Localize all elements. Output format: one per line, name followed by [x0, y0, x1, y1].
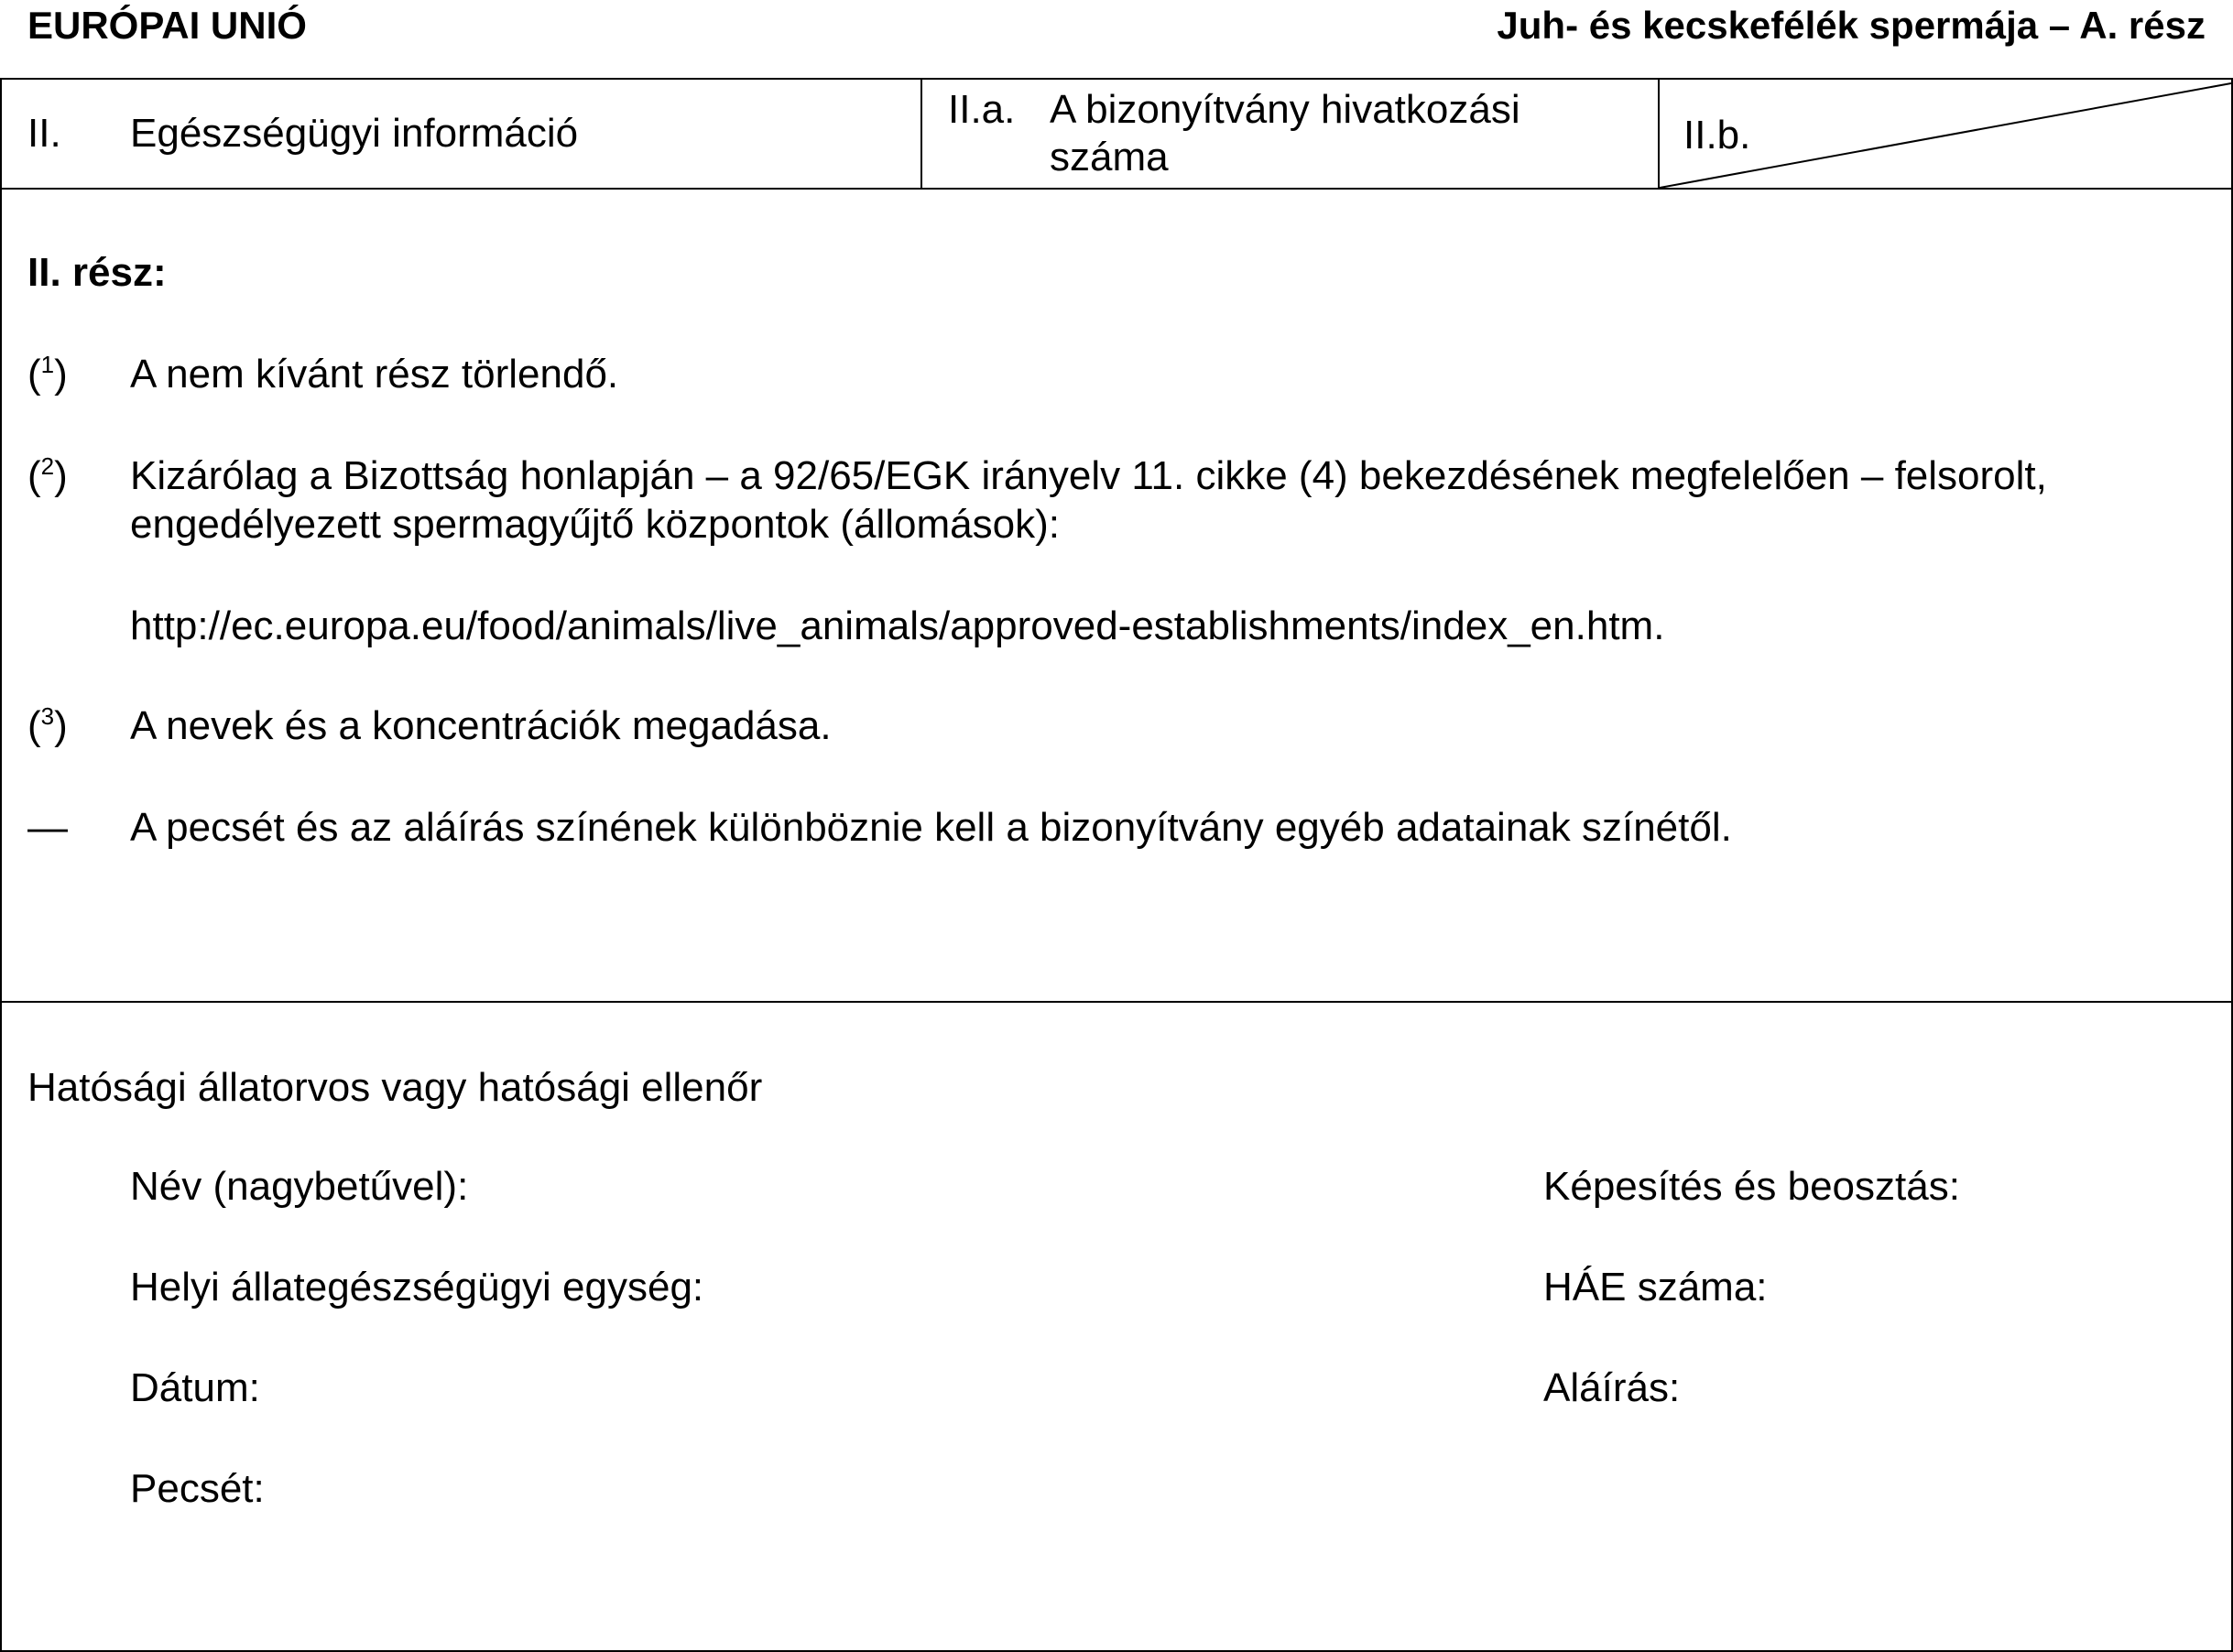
approved-establishments-url[interactable]: http://ec.europa.eu/food/animals/live_animals/approved-establishments/index_en.htm. — [130, 603, 1665, 648]
section-title: Egészségügyi információ — [130, 111, 579, 156]
local-unit-label: Helyi állategészségügyi egység: — [130, 1265, 704, 1310]
official-heading: Hatósági állatorvos vagy hatósági ellenőr — [27, 1065, 763, 1110]
section-number: II. — [27, 111, 61, 156]
header-left: EURÓPAI UNIÓ — [27, 4, 307, 47]
reference-label-line2: száma — [1050, 135, 1169, 179]
signature-label: Aláírás: — [1543, 1365, 1681, 1410]
stamp-label: Pecsét: — [130, 1466, 265, 1511]
note-text: A pecsét és az aláírás színének különböznie kell a bizonyítvány egyéb adatainak színétől. — [130, 805, 1732, 850]
note-text: Kizárólag a Bizottság honlapján – a 92/65/EGK irányelv 11. cikke (4) bekezdésének megfelelően – felsorolt, — [130, 453, 2047, 498]
sub-number-label: II.b. — [1683, 113, 1751, 158]
note-marker: ($^3$) — [27, 702, 68, 748]
qualification-label: Képesítés és beosztás: — [1543, 1164, 1960, 1209]
note-text: A nem kívánt rész törlendő. — [130, 352, 619, 397]
column-divider — [920, 78, 922, 190]
name-label: Név (nagybetűvel): — [130, 1164, 469, 1209]
note-text: A nevek és a koncentrációk megadása. — [130, 703, 832, 748]
note-marker: ($^2$) — [27, 452, 68, 498]
note-marker: ($^1$) — [27, 351, 68, 397]
note-number: 2 — [40, 452, 55, 480]
notes-section — [0, 188, 2233, 1003]
notes-title: II. rész: — [27, 250, 167, 295]
unit-number-label: HÁE száma: — [1543, 1265, 1768, 1310]
header-right: Juh- és kecskefélék spermája – A. rész — [1497, 4, 2206, 47]
date-label: Dátum: — [130, 1365, 260, 1410]
note-text: engedélyezett spermagyűjtő központok (állomások): — [130, 502, 1060, 547]
reference-number-label: II.a. — [948, 87, 1016, 132]
dash-marker: — — [27, 805, 68, 850]
note-number: 3 — [40, 702, 55, 730]
note-number: 1 — [40, 351, 55, 378]
reference-label-line1: A bizonyítvány hivatkozási — [1050, 87, 1520, 132]
strikethrough-diagonal — [1660, 80, 2231, 188]
